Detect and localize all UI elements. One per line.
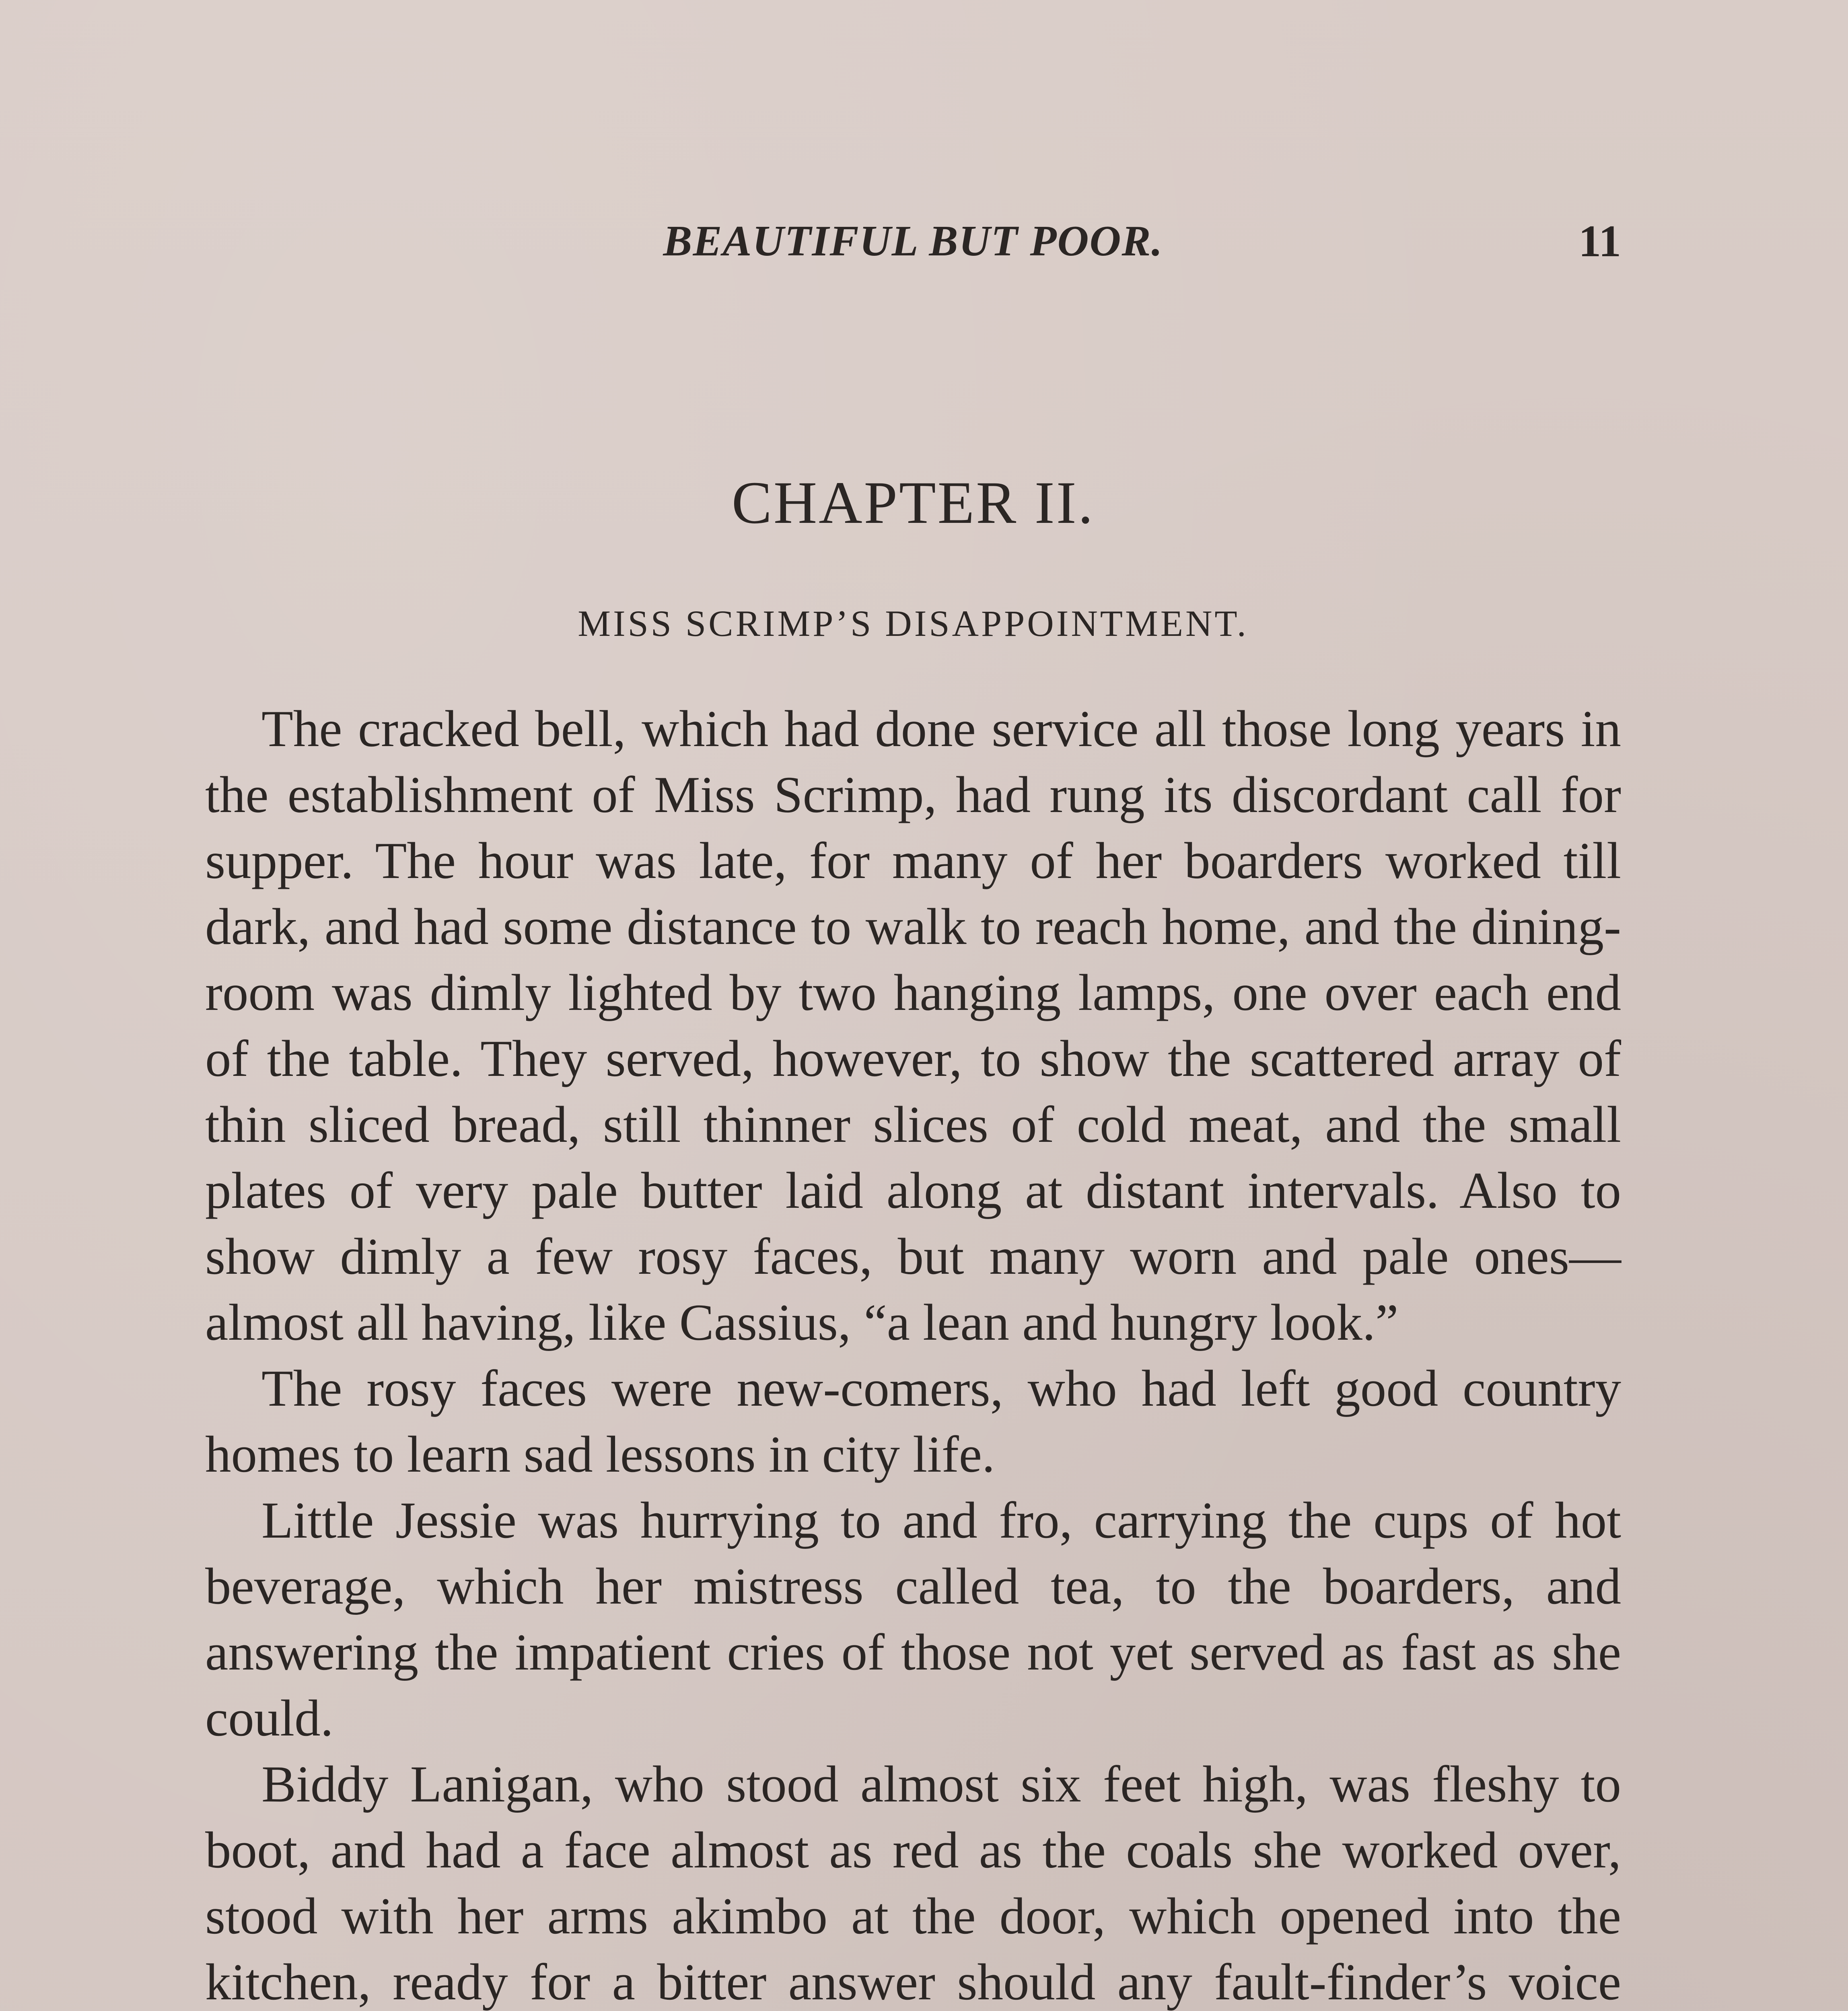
paragraph: Little Jessie was hurrying to and fro, carrying the cups of hot beverage, which her mistress called tea, to the boarders, and answering the impatient cries of those not yet served as fast as she could. (205, 1491, 1621, 1747)
page-number: 11 (1578, 216, 1621, 266)
paragraph: The rosy faces were new-comers, who had left good country homes to learn sad lessons in city life. (205, 1359, 1621, 1483)
chapter-heading: CHAPTER II. (731, 469, 1095, 536)
paragraph: The cracked bell, which had done service all those long years in the establishment of Miss Scrimp, had rung its discordant call for supper. The hour was late, for many of her boarders worked till dark, and had some distance to walk to reach home, and the dining-room was dimly lighted by two hanging lamps, one over each end of the table. They served, however, to show the scattered array of thin sliced bread, still thinner slices of cold meat, and the small plates of very pale butter laid along at distant intervals. Also to show dimly a few rosy faces, but many worn and pale ones—almost all having, like Cassius, “a lean and hungry look.” (205, 700, 1621, 1351)
running-title: BEAUTIFUL BUT POOR. (663, 217, 1163, 265)
paragraph: Biddy Lanigan, who stood almost six feet high, was fleshy to boot, and had a face almost as red as the coals she worked over, stood with her arms akimbo at the door, which opened into the kitchen, ready for a bitter answer should any fault-finder’s voice (205, 1755, 1621, 2011)
body-text (205, 696, 1621, 2011)
chapter-subtitle: MISS SCRIMP’S DISAPPOINTMENT. (578, 603, 1249, 644)
running-head (205, 209, 1621, 273)
